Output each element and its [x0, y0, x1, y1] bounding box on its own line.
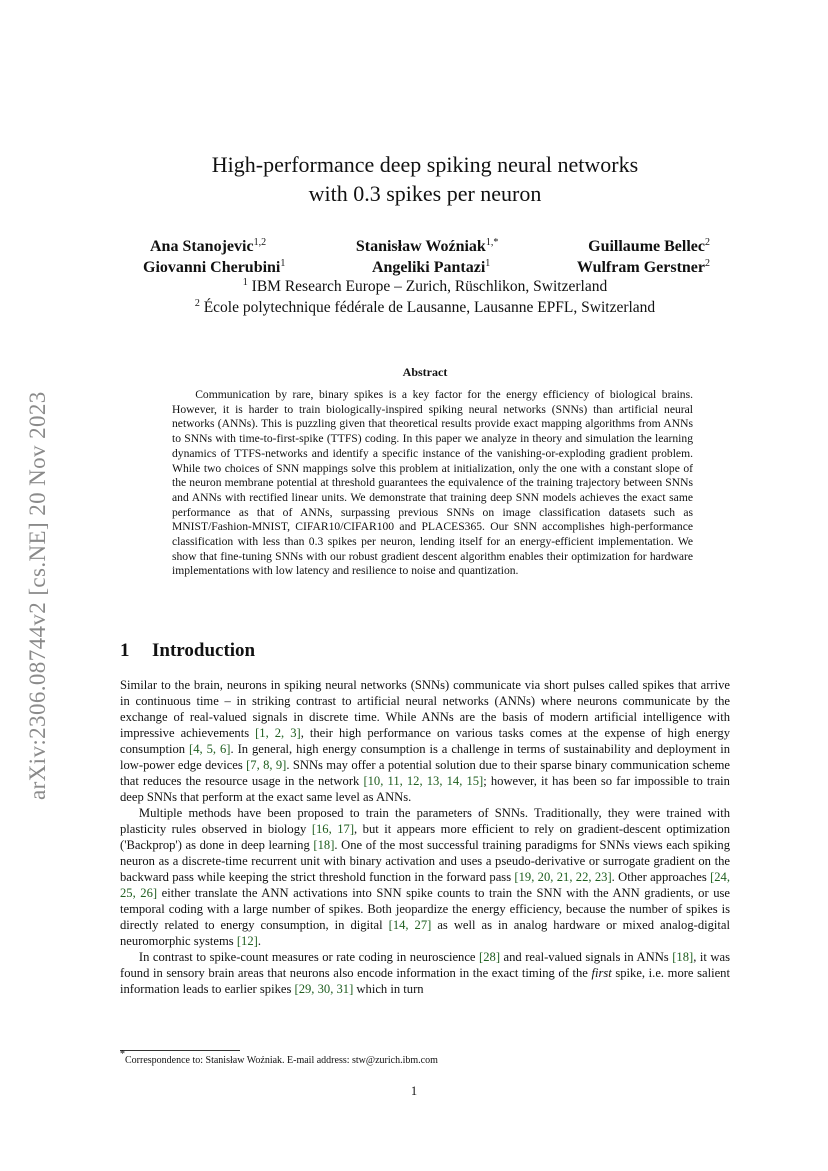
introduction-body: [120, 677, 730, 997]
footnote: *Correspondence to: Stanisław Woźniak. E-mail address: stw@zurich.ibm.com: [120, 1049, 438, 1066]
author: Ana Stanojevic$^{1,2}$: [150, 237, 267, 255]
text-run: which in turn: [353, 982, 424, 996]
citation-link[interactable]: [14, 27]: [388, 918, 432, 932]
text-run: . In general, high energy consumption is a challenge in terms of sustainability and deployment in low-power edge devices: [120, 742, 731, 772]
author: Wulfram Gerstner$^2$: [576, 258, 710, 276]
text-run: . One of the most successful training paradigms for SNNs views each spiking neuron as a discrete-time recurrent unit with binary activation and uses a pseudo-derivative or surrogate gradient on the backward pass while keeping the strict threshold function in the forward pass: [120, 838, 730, 884]
author: Guillaume Bellec$^2$: [588, 237, 710, 255]
paper-title: [120, 150, 730, 208]
citation-link[interactable]: [18]: [313, 838, 335, 852]
page-number: 1: [410, 1084, 418, 1098]
section-heading: [120, 640, 255, 662]
text-run: In contrast to spike-count measures or rate coding in neuroscience: [138, 950, 480, 964]
text-run: . SNNs may offer a potential solution due to their sparse binary communication scheme that reduces the resource usage in the network: [120, 758, 730, 788]
emphasis: first: [591, 966, 612, 980]
arxiv-identifier: arXiv:2306.08744v2 [cs.NE] 20 Nov 2023: [25, 391, 50, 800]
text-run: Similar to the brain, neurons in spiking neural networks (SNNs) communicate via short pulses called spikes that arrive in continuous time – in striking contrast to artificial neural networks (ANNs) where neurons communicate by the exchange of real-valued signals in discrete time. While ANNs are the basis of modern artificial intelligence with impressive achievements: [120, 678, 730, 740]
text-run: , it was found in sensory brain areas that neurons also encode information in the exact timing of the: [120, 950, 730, 980]
section-title: Introduction: [152, 640, 256, 661]
author: Stanisław Woźniak$^{1,*}$: [355, 237, 499, 255]
text-run: as well as in analog hardware or mixed analog-digital neuromorphic systems: [120, 918, 730, 948]
text-run: either translate the ANN activations into SNN spike counts to train the SNN with the ANN gradients, or use temporal coding with a large number of spikes. Both jeopardize the energy efficiency, because the number of spikes is directly related to energy consumption, in digital: [120, 886, 730, 932]
author: Giovanni Cherubini$^1$: [143, 258, 286, 276]
citation-link[interactable]: [1, 2, 3]: [255, 726, 301, 740]
section-number: 1: [120, 640, 130, 661]
text-run: Multiple methods have been proposed to train the parameters of SNNs. Traditionally, they were trained with plasticity rules observed in biology: [120, 806, 730, 836]
citation-link[interactable]: [19, 20, 21, 22, 23]: [514, 870, 612, 884]
text-run: ; however, it has been so far impossible to train deep SNNs that perform at the exact same level as ANNs.: [120, 774, 730, 804]
title-line-2: with 0.3 spikes per neuron: [308, 181, 542, 206]
author-list: [120, 236, 730, 278]
paragraph: [120, 677, 730, 805]
citation-link[interactable]: [4, 5, 6]: [189, 742, 231, 756]
footnote-rule: [120, 1050, 240, 1051]
citation-link[interactable]: [18]: [672, 950, 694, 964]
citation-link[interactable]: [10, 11, 12, 13, 14, 15]: [363, 774, 484, 788]
author: Angeliki Pantazi$^1$: [371, 258, 491, 276]
affiliation: $^1$ IBM Research Europe – Zurich, Rüschlikon, Switzerland: [242, 277, 608, 295]
citation-link[interactable]: [29, 30, 31]: [294, 982, 354, 996]
paragraph: [120, 805, 730, 949]
text-run: .: [257, 934, 261, 948]
citation-link[interactable]: [24, 25, 26]: [120, 870, 730, 900]
citation-link[interactable]: [16, 17]: [311, 822, 355, 836]
citation-link[interactable]: [7, 8, 9]: [246, 758, 287, 772]
abstract-text: Communication by rare, binary spikes is a key factor for the energy efficiency of biological brains. However, it is harder to train biologically-inspired spiking neural networks (SNNs) than artificial neural networks (ANNs). This is puzzling given that theoretical results provide exact mapping algorithms from ANNs to SNNs with time-to-first-spike (TTFS) coding. In this paper we analyze in theory and simulation the learning dynamics of TTFS-networks and identify a specific instance of the vanishing-or-exploding gradient problem. While two choices of SNN mappings solve this problem at initialization, only the one with a constant slope of the neuron membrane potential at threshold guarantees the equivalence of the training trajectory between SNNs and ANNs with rectified linear units. We demonstrate that training deep SNN models achieves the exact same performance as that of ANNs, surpassing previous SNNs on image classification datasets such as MNIST/Fashion-MNIST, CIFAR10/CIFAR100 and PLACES365. Our SNN accomplishes high-performance classification with less than 0.3 spikes per neuron, lending itself for an energy-efficient implementation. We show that fine-tuning SNNs with our robust gradient descent algorithm enables their optimization for hardware implementations with low latency and resilience to noise and quantization.: [172, 388, 693, 578]
text-run: , their high performance on various tasks comes at the expense of high energy consumption: [120, 726, 730, 756]
text-run: and real-valued signals in ANNs: [500, 950, 673, 964]
paragraph: [120, 949, 730, 997]
citation-link[interactable]: [28]: [479, 950, 501, 964]
text-run: spike, i.e. more salient information leads to earlier spikes: [120, 966, 730, 996]
citation-link[interactable]: [12]: [236, 934, 258, 948]
title-line-1: High-performance deep spiking neural networks: [211, 152, 639, 177]
abstract-heading: Abstract: [402, 365, 448, 379]
affiliation: $^2$ École polytechnique fédérale de Lausanne, Lausanne EPFL, Switzerland: [194, 298, 656, 316]
text-run: . Other approaches: [611, 870, 711, 884]
text-run: , but it appears more efficient to rely on gradient-descent optimization ('Backprop') as done in deep learning: [120, 822, 731, 852]
